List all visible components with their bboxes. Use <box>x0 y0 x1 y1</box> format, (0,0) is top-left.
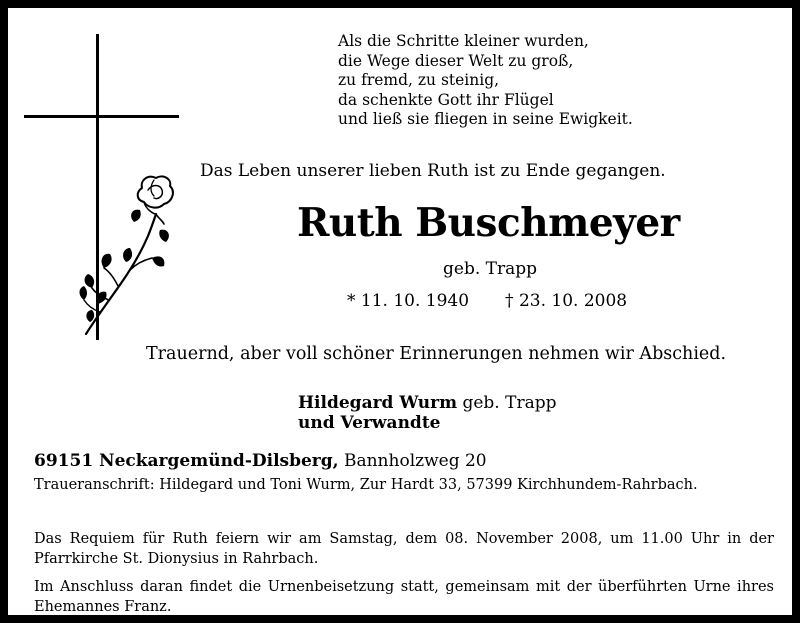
intro-text: Das Leben unserer lieben Ruth ist zu Ende gegangen. <box>200 161 666 181</box>
farewell-text: Trauernd, aber voll schöner Erinnerungen nehmen wir Abschied. <box>146 344 727 364</box>
rose-icon <box>70 172 185 342</box>
requiem-text: Das Requiem für Ruth feiern wir am Samstag, dem 08. November 2008, um 11.00 Uhr in der Pfarrkirche St. Dionysius in Rahrbach. <box>34 530 774 567</box>
poem-line: Als die Schritte kleiner wurden, <box>338 32 589 50</box>
poem-line: zu fremd, zu steinig, <box>338 71 500 90</box>
mourner-line <box>298 393 556 413</box>
mourner-relatives: und Verwandte <box>298 413 441 433</box>
cross-bar <box>24 115 179 118</box>
birth-date: * 11. 10. 1940 <box>347 291 470 311</box>
address-street: Bannholzweg 20 <box>338 451 487 471</box>
maiden-name: geb. Trapp <box>443 259 537 279</box>
burial-text: Im Anschluss daran findet die Urnenbeisetzung statt, gemeinsam mit der überführten Urne ihres Ehemannes Franz. <box>34 578 774 615</box>
poem-line: und ließ sie fliegen in seine Ewigkeit. <box>338 110 633 129</box>
life-dates <box>347 291 627 311</box>
trauer-address: Traueranschrift: Hildegard und Toni Wurm, Zur Hardt 33, 57399 Kirchhundem-Rahrbach. <box>34 477 698 493</box>
poem-line: da schenkte Gott ihr Flügel <box>338 90 554 109</box>
death-date: † 23. 10. 2008 <box>505 291 628 311</box>
mourner-name: Hildegard Wurm <box>298 393 458 413</box>
deceased-name: Ruth Buschmeyer <box>297 200 680 246</box>
address-line <box>34 451 487 471</box>
poem <box>338 32 633 130</box>
address-city: 69151 Neckargemünd-Dilsberg, <box>34 451 339 471</box>
mourner-suffix: geb. Trapp <box>457 393 557 413</box>
poem-line: die Wege dieser Welt zu groß, <box>338 51 574 70</box>
